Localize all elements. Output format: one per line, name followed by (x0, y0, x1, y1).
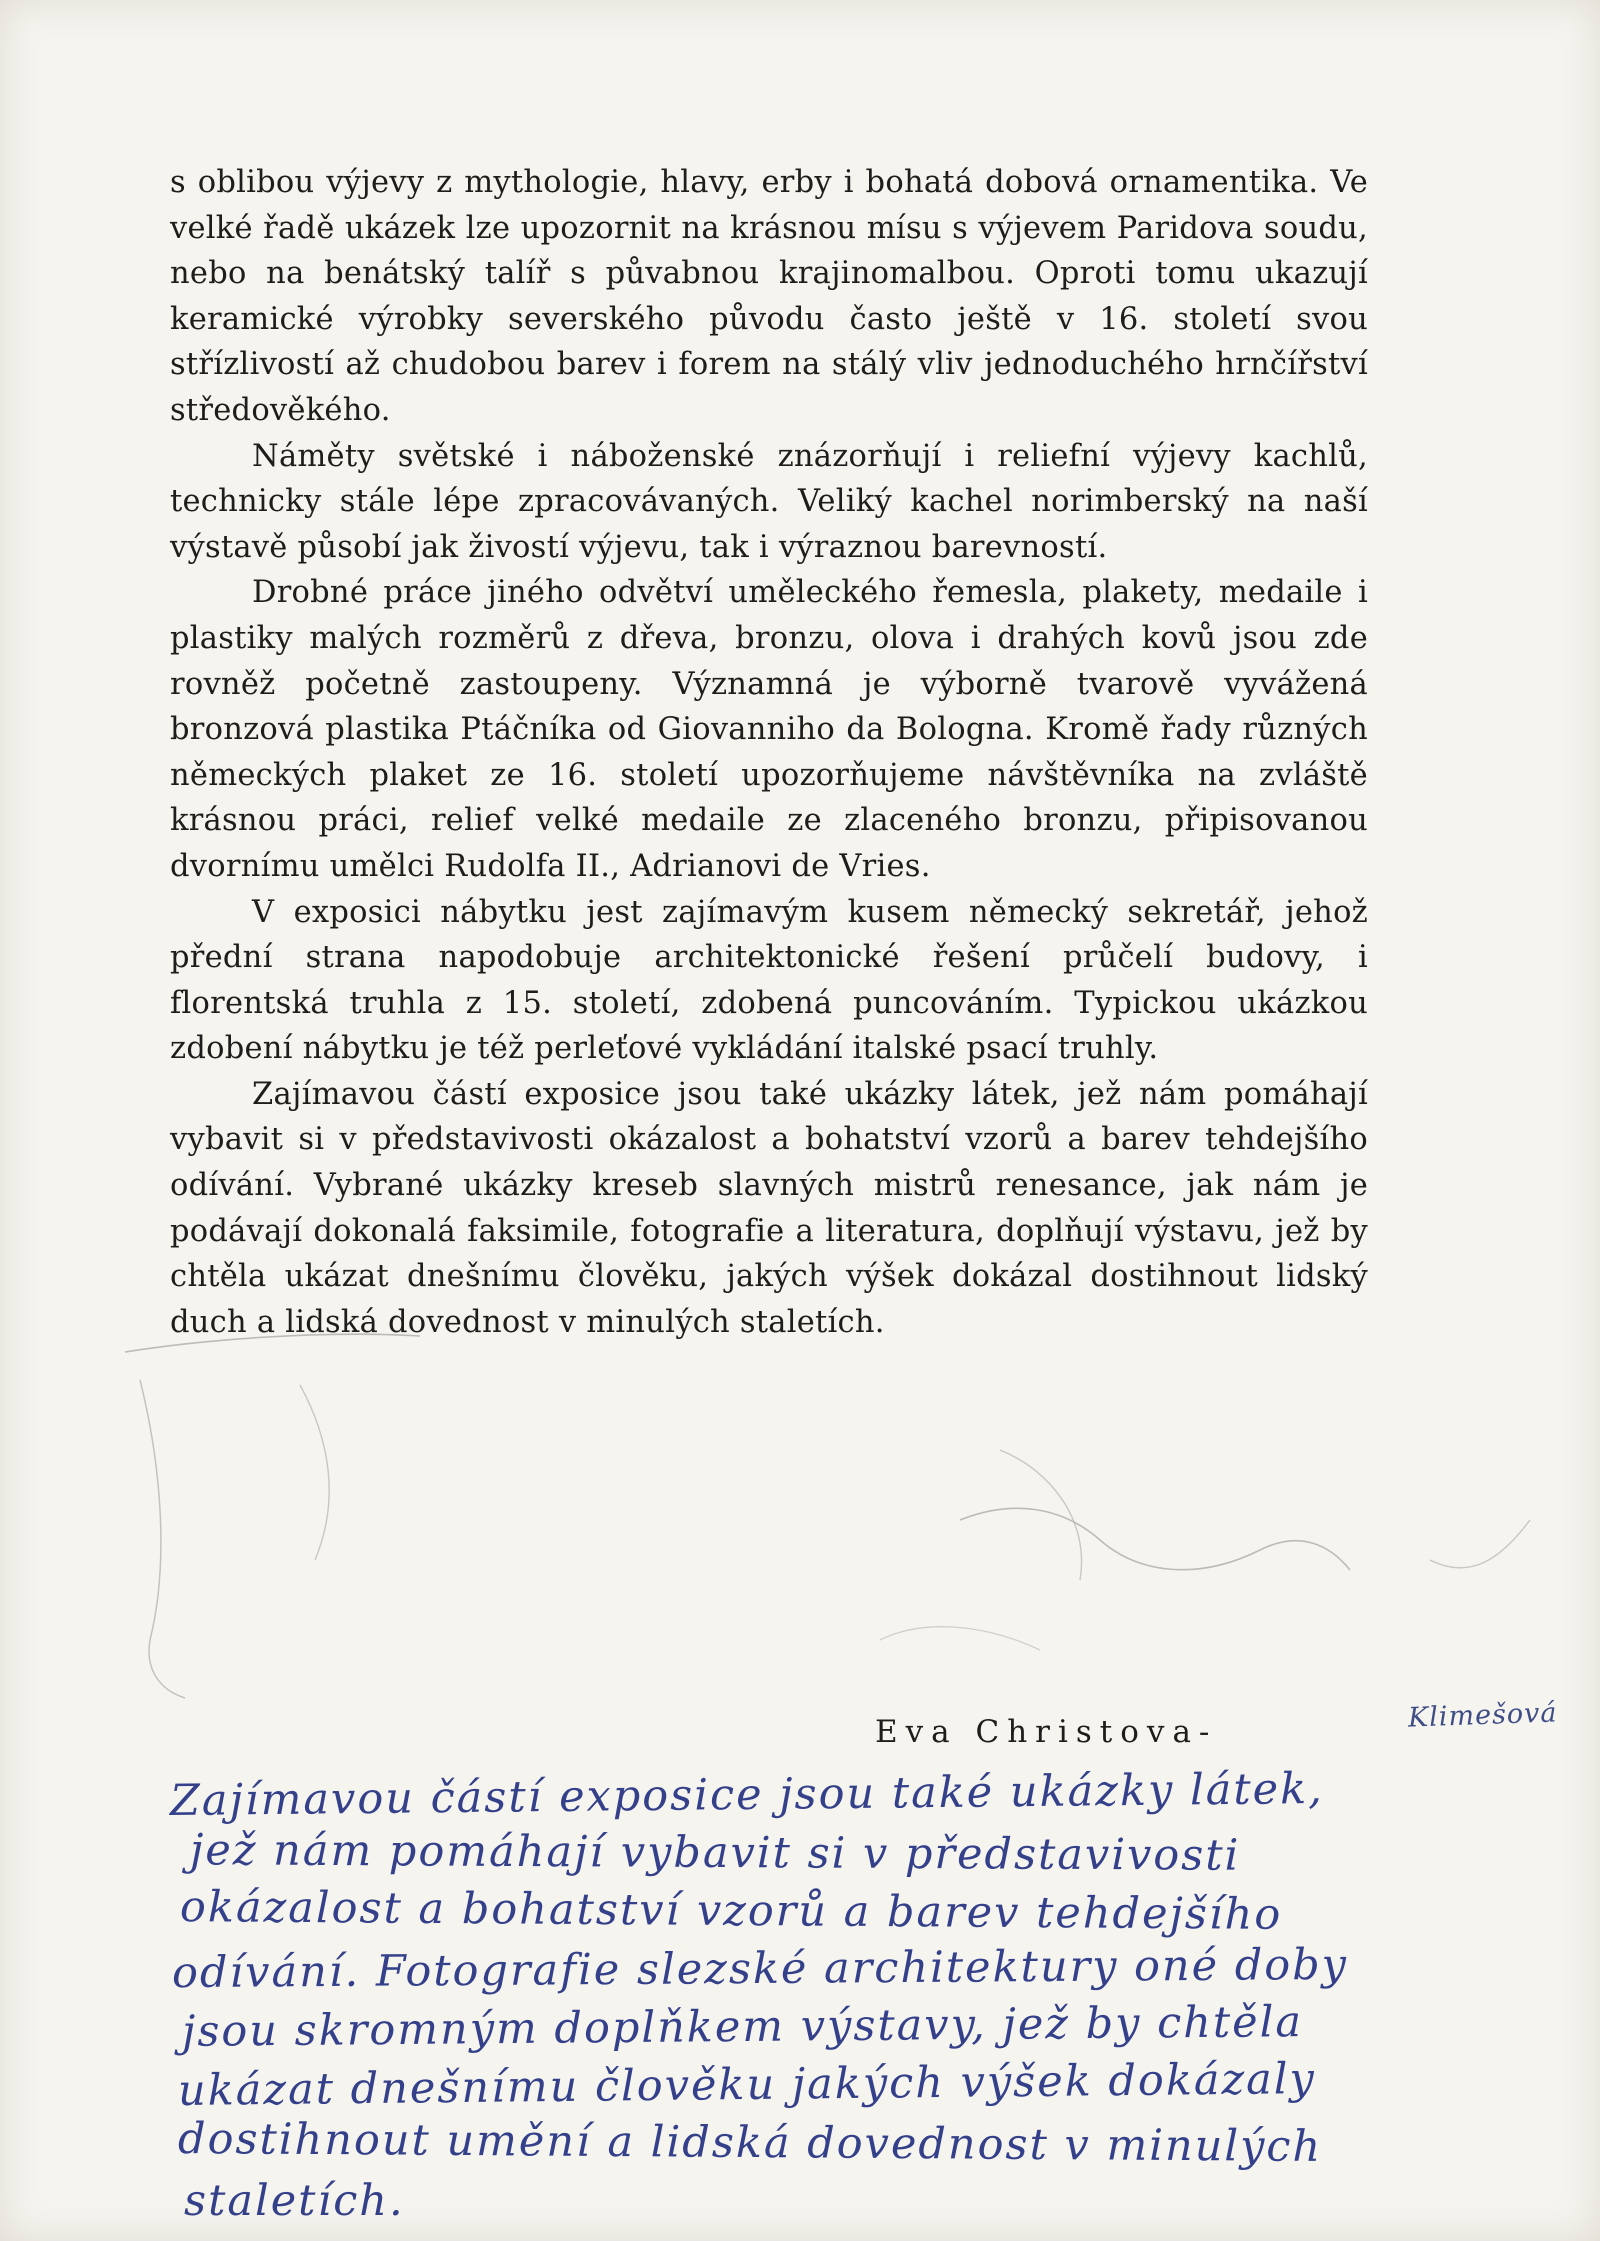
author-name: Eva Christova- (875, 1714, 1218, 1750)
handwritten-line: dostihnout umění a lidská dovednost v minulých (177, 2114, 1323, 2172)
paragraph-4: V exposici nábytku jest zajímavým kusem německý sekretář, jehož přední strana napodobuje architektonické řešení průčelí budovy, i florentská truhla z 15. století, zdobená puncováním. Typickou ukázkou zdobení nábytku je též perleťové vykládání italské psací truhly. (170, 894, 1368, 1067)
paragraph-2: Náměty světské i náboženské znázorňují i reliefní výjevy kachlů, technicky stále lépe zpracovávaných. Veliký kachel norimberský na naší výstavě působí jak živostí výjevu, tak i výraznou barevností. (170, 438, 1368, 565)
paragraph-1: s oblibou výjevy z mythologie, hlavy, erby i bohatá dobová ornamentika. Ve velké řadě ukázek lze upozornit na krásnou mísu s výjevem Paridova soudu, nebo na benátský talíř s půvabnou krajinomalbou. Oproti tomu ukazují keramické výrobky severského původu často ještě v 16. století svou střízlivostí až chudobou barev i forem na stálý vliv jednoduchého hrnčířství středověkého. (170, 165, 1368, 428)
body-text (170, 160, 1368, 1345)
signature (875, 1697, 1558, 1764)
handwritten-line: jež nám pomáhají vybavit si v představivosti (189, 1825, 1241, 1881)
handwritten-line: Zajímavou částí exposice jsou také ukázky látek, (169, 1763, 1325, 1827)
handwritten-surname: Klimešová (1407, 1697, 1558, 1734)
handwritten-line: okázalost a bohatství vzorů a barev tehdejšího (179, 1882, 1283, 1940)
handwritten-line: staletích. (184, 2176, 405, 2226)
paragraph-5: Zajímavou částí exposice jsou také ukázky látek, jež nám pomáhají vybavit si v představivosti okázalost a bohatství vzorů a barev tehdejšího odívání. Vybrané ukázky kreseb slavných mistrů renesance, jak nám je podávají dokonalá faksimile, fotografie a literatura, doplňují výstavu, jež by chtěla ukázat dnešnímu člověku, jakých výšek dokázal dostihnout lidský duch a lidská dovednost v minulých staletích. (170, 1076, 1368, 1340)
handwritten-line: ukázat dnešnímu člověku jakých výšek dokázaly (177, 2054, 1317, 2116)
handwritten-line: jsou skromným doplňkem výstavy, jež by chtěla (181, 1997, 1304, 2057)
paragraph-3: Drobné práce jiného odvětví uměleckého řemesla, plakety, medaile i plastiky malých rozměrů z dřeva, bronzu, olova i drahých kovů jsou zde rovněž početně zastoupeny. Významná je výborně tvarově vyvážená bronzová plastika Ptáčníka od Giovanniho da Bologna. Kromě řady různých německých plaket ze 16. století upozorňujeme návštěvníka na zvláště krásnou práci, relief velké medaile ze zlaceného bronzu, připisovanou dvornímu umělci Rudolfa II., Adrianovi de Vries. (170, 575, 1368, 884)
handwritten-line: odívání. Fotografie slezské architektury oné doby (171, 1939, 1349, 1999)
